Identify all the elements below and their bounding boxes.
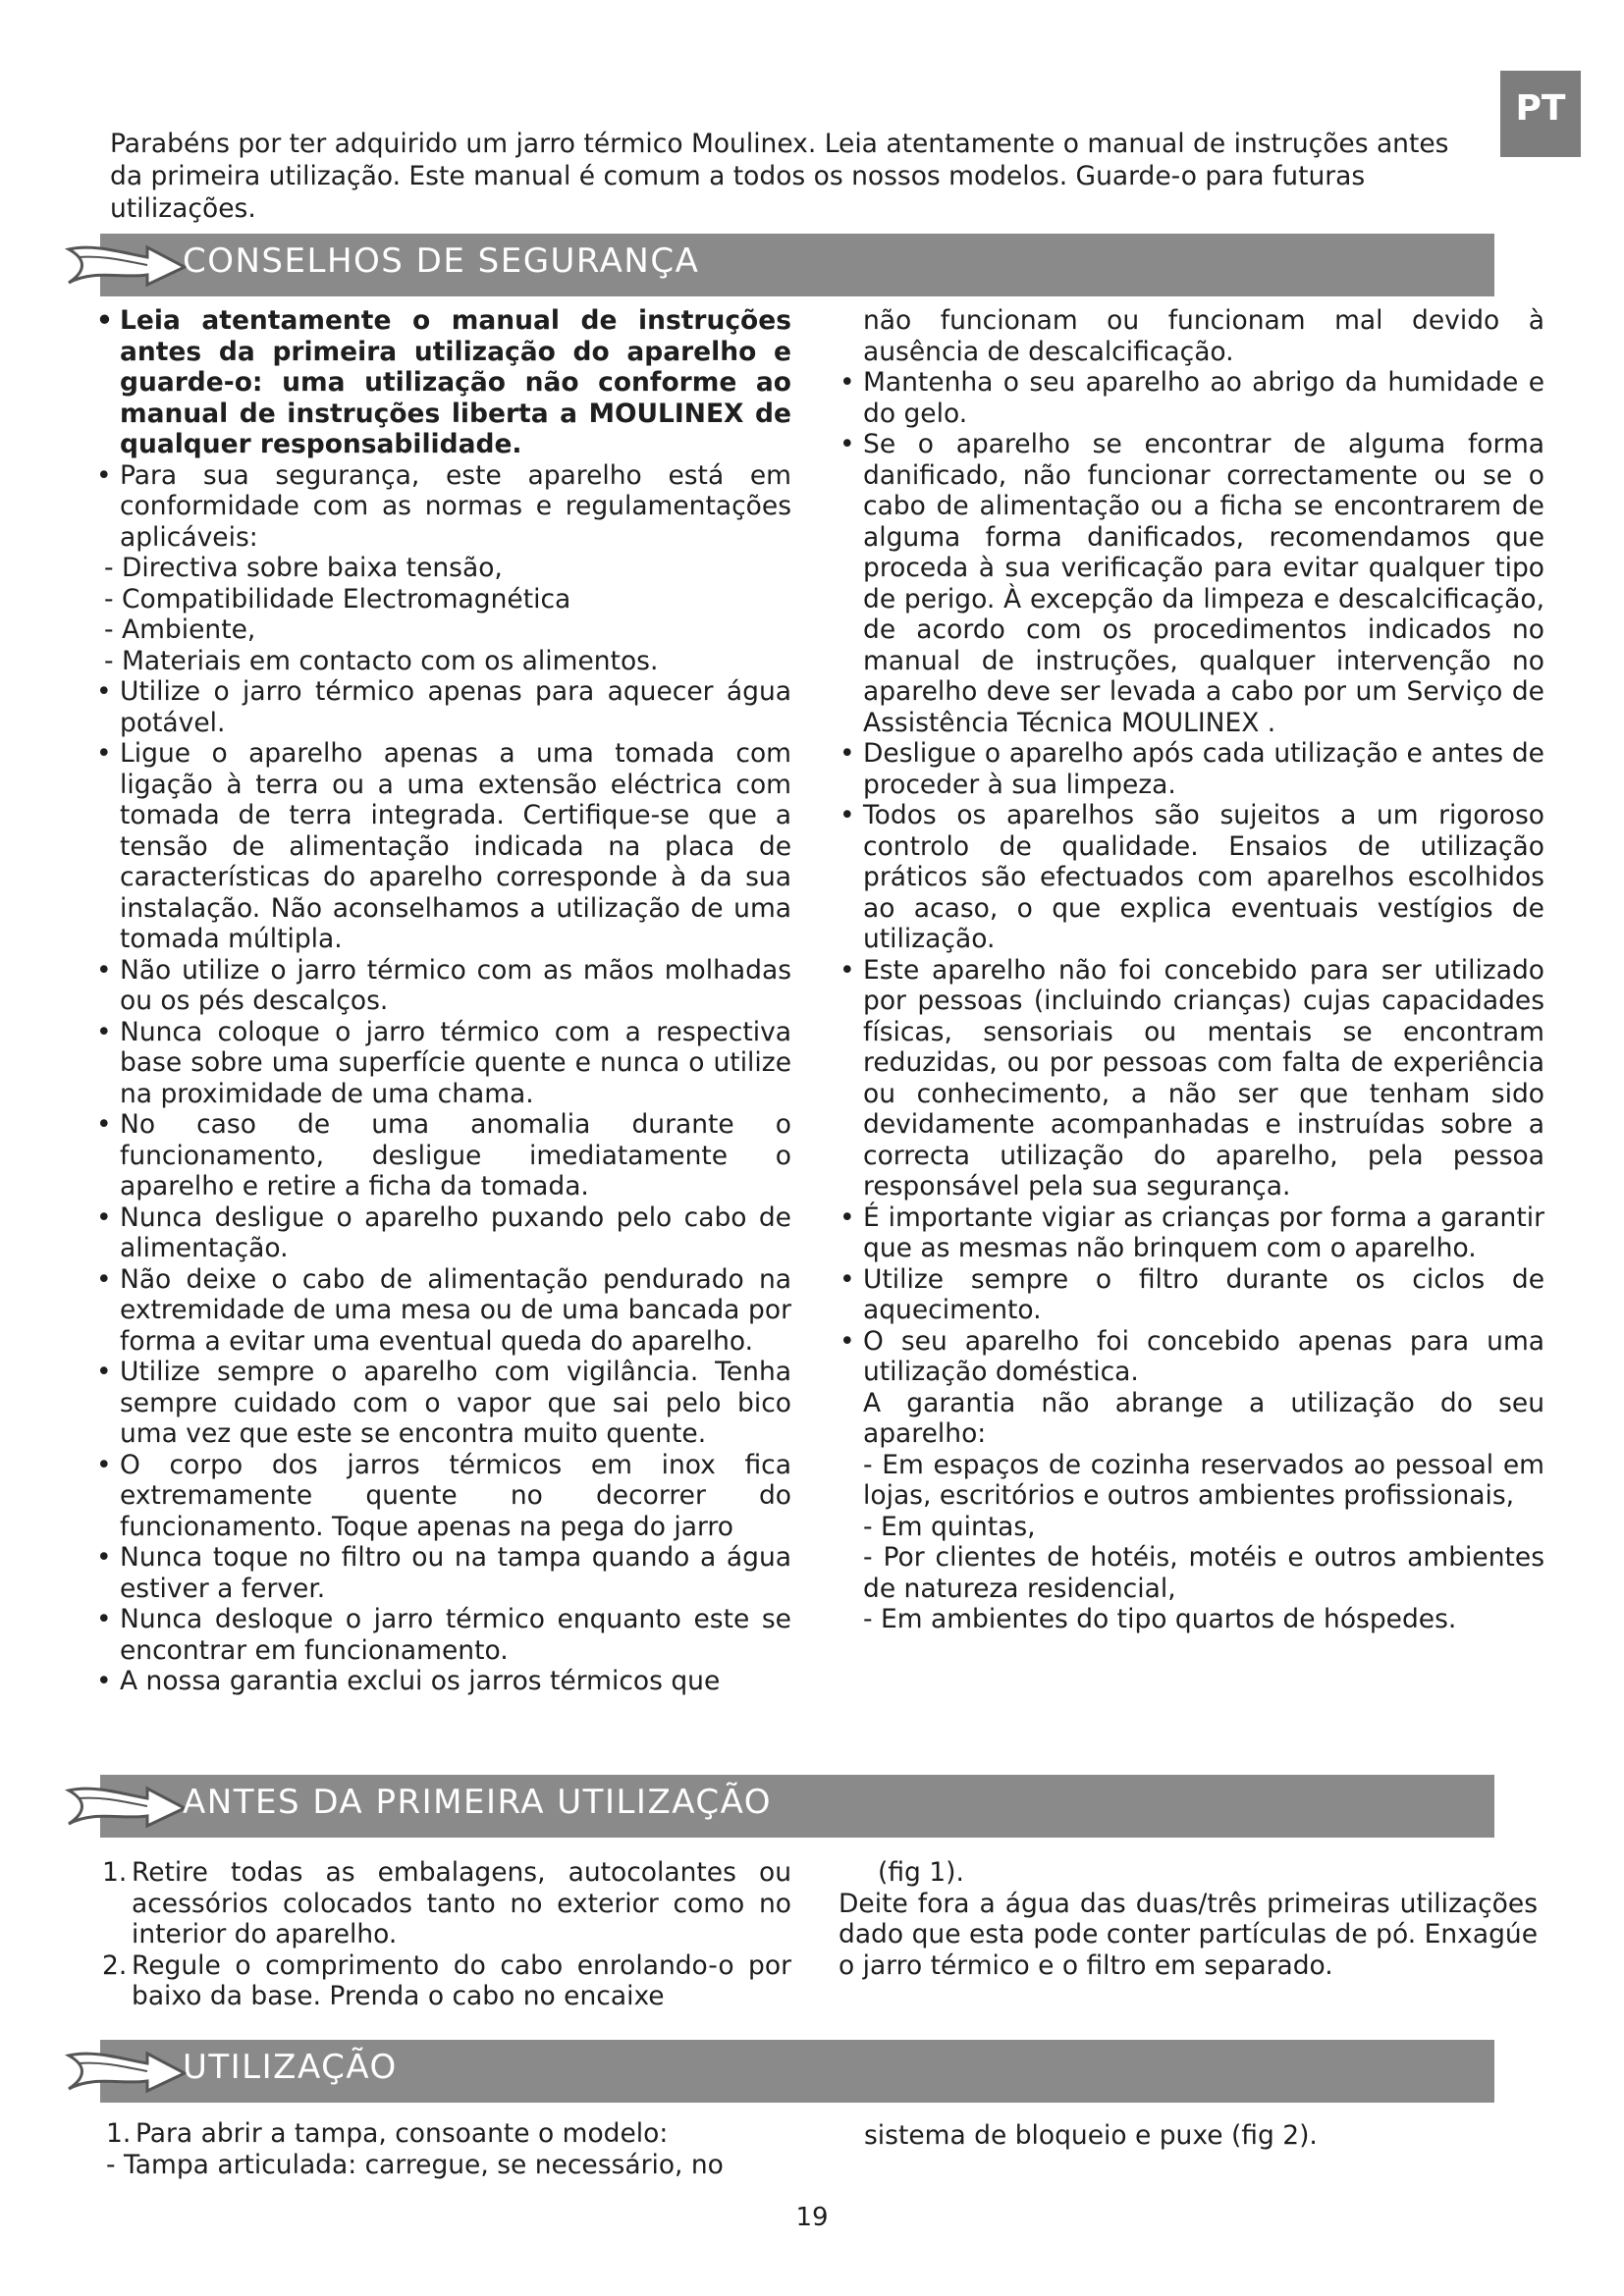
item-text: Regule o comprimento do cabo enrolando-o por baixo da base. Prenda o cabo no encaixe [132, 1949, 791, 2011]
warranty-text: - Em espaços de cozinha reservados ao pessoal em lojas, escritórios e outros ambientes profissionais, [863, 1449, 1544, 1511]
list-subitem: - Ambiente, [104, 614, 256, 645]
section-title-usage: UTILIZAÇÃO [183, 2048, 398, 2087]
usage-right-column [864, 2120, 1532, 2152]
list-item: • Nunca desloque o jarro térmico enquanto este se encontrar em funcionamento. [98, 1604, 791, 1666]
list-subitem: - Compatibilidade Electromagnética [104, 583, 571, 614]
list-item: • Se o aparelho se encontrar de alguma forma danificado, não funcionar correctamente ou se o cabo de alimentação ou a ficha se encontrarem de alguma forma danificados, recomendamos que proceda à sua verificação para evitar qualquer tipo de perigo. À excepção da limpeza e descalcificação, de acordo com os procedimentos indicados no manual de instruções, qualquer intervenção no aparelho deve ser levada a cabo por um Serviço de Assistência Técnica MOULINEX . [841, 429, 1544, 738]
list-item: • Utilize sempre o aparelho com vigilância. Tenha sempre cuidado com o vapor que sai pelo bico uma vez que este se encontra muito quente. [98, 1357, 791, 1450]
list-item: • Ligue o aparelho apenas a uma tomada com ligação à terra ou a uma extensão eléctrica com tomada de terra integrada. Certifique-se que a tensão de alimentação indicada na placa de características do aparelho corresponde à da sua instalação. Não aconselhamos a utilização de uma tomada múltipla. [98, 738, 791, 955]
list-subitem: - Directiva sobre baixa tensão, [104, 553, 503, 583]
language-tab: PT [1500, 71, 1581, 157]
section-banner-first-use [100, 1775, 1494, 1838]
list-item: • Leia atentamente o manual de instruções antes da primeira utilização do aparelho e guarde-o: uma utilização não conforme ao manual de instruções liberta a MOULINEX de qualquer responsabilidade. [98, 305, 791, 460]
page-number: 19 [795, 2203, 829, 2232]
list-item: • Este aparelho não foi concebido para ser utilizado por pessoas (incluindo crianças) cujas capacidades físicas, sensoriais ou mentais se encontram reduzidas, ou por pessoas com falta de experiência ou conhecimento, a não ser que tenham sido devidamente acompanhadas e instruídas sobre a correcta utilização do aparelho, pela pessoa responsável pela sua segurança. [841, 955, 1544, 1202]
list-item: • Todos os aparelhos são sujeitos a um rigoroso controlo de qualidade. Ensaios de utilização práticos são efectuados com aparelhos escolhidos ao acaso, o que explica eventuais vestígios de utilização. [841, 800, 1544, 955]
list-item: • A nossa garantia exclui os jarros térmicos que [98, 1666, 791, 1697]
safety-right-column [841, 305, 1544, 1635]
first-use-right-column [839, 1857, 1538, 1981]
numbered-item [106, 2118, 791, 2150]
list-item: • Utilize sempre o filtro durante os ciclos de aquecimento. [841, 1264, 1544, 1326]
section-title-safety: CONSELHOS DE SEGURANÇA [183, 241, 700, 281]
warranty-text: A garantia não abrange a utilização do seu aparelho: [863, 1387, 1544, 1449]
first-use-left-column [102, 1857, 791, 2012]
warranty-text: - Por clientes de hotéis, motéis e outros ambientes de natureza residencial, [863, 1542, 1544, 1604]
list-item: • Para sua segurança, este aparelho está em conformidade com as normas e regulamentações aplicáveis: [98, 460, 791, 554]
list-item: • Nunca toque no filtro ou na tampa quando a água estiver a ferver. [98, 1542, 791, 1604]
numbered-item [102, 1857, 791, 1950]
list-item: • Utilize o jarro térmico apenas para aquecer água potável. [98, 676, 791, 738]
list-subitem: - Materiais em contacto com os alimentos. [104, 645, 659, 676]
arrow-icon [65, 240, 192, 293]
list-item: • Não utilize o jarro térmico com as mãos molhadas ou os pés descalços. [98, 955, 791, 1017]
figure-reference: (fig 1). [878, 1857, 964, 1888]
list-item: • Mantenha o seu aparelho ao abrigo da humidade e do gelo. [841, 367, 1544, 429]
list-item: • No caso de uma anomalia durante o funcionamento, desligue imediatamente o aparelho e retire a ficha da tomada. [98, 1109, 791, 1202]
item-number: 1. [102, 1857, 128, 1888]
item-number: 1. [106, 2118, 132, 2149]
paragraph: Deite fora a água das duas/três primeiras utilizações dado que esta pode conter partículas de pó. Enxagúe o jarro térmico e o filtro em separado. [839, 1888, 1538, 1981]
list-item: • O seu aparelho foi concebido apenas para uma utilização doméstica. [841, 1326, 1544, 1388]
list-item: • Desligue o aparelho após cada utilização e antes de proceder à sua limpeza. [841, 738, 1544, 800]
arrow-icon [65, 1781, 192, 1834]
list-item: • Nunca coloque o jarro térmico com a respectiva base sobre uma superfície quente e nunca o utilize na proximidade de uma chama. [98, 1017, 791, 1110]
arrow-icon [65, 2046, 192, 2099]
section-banner-usage [100, 2040, 1494, 2103]
list-item: • Nunca desligue o aparelho puxando pelo cabo de alimentação. [98, 1202, 791, 1264]
usage-left-column [106, 2118, 791, 2180]
safety-left-column [98, 305, 791, 1697]
paragraph: sistema de bloqueio e puxe (fig 2). [864, 2120, 1318, 2151]
list-continuation: não funcionam ou funcionam mal devido à ausência de descalcificação. [863, 305, 1544, 367]
item-number: 2. [102, 1949, 128, 1981]
list-item: • O corpo dos jarros térmicos em inox fica extremamente quente no decorrer do funcionamento. Toque apenas na pega do jarro [98, 1450, 791, 1543]
warranty-text: - Em ambientes do tipo quartos de hóspedes. [863, 1604, 1457, 1634]
section-banner-safety [100, 234, 1494, 296]
list-item: • É importante vigiar as crianças por forma a garantir que as mesmas não brinquem com o aparelho. [841, 1202, 1544, 1264]
list-subitem: - Tampa articulada: carregue, se necessário, no [106, 2149, 724, 2180]
numbered-item [102, 1950, 791, 2012]
list-item: • Não deixe o cabo de alimentação pendurado na extremidade de uma mesa ou de uma bancada por forma a evitar uma eventual queda do aparelho. [98, 1264, 791, 1358]
section-title-first-use: ANTES DA PRIMEIRA UTILIZAÇÃO [183, 1783, 773, 1822]
item-text: Para abrir a tampa, consoante o modelo: [135, 2118, 669, 2149]
intro-paragraph: Parabéns por ter adquirido um jarro térmico Moulinex. Leia atentamente o manual de instruções antes da primeira utilização. Este manual é comum a todos os nossos modelos. Guarde-o para futuras utilizações. [110, 129, 1449, 224]
item-text: Retire todas as embalagens, autocolantes ou acessórios colocados tanto no exterior como no interior do aparelho. [132, 1857, 791, 1949]
warranty-text: - Em quintas, [863, 1511, 1036, 1542]
